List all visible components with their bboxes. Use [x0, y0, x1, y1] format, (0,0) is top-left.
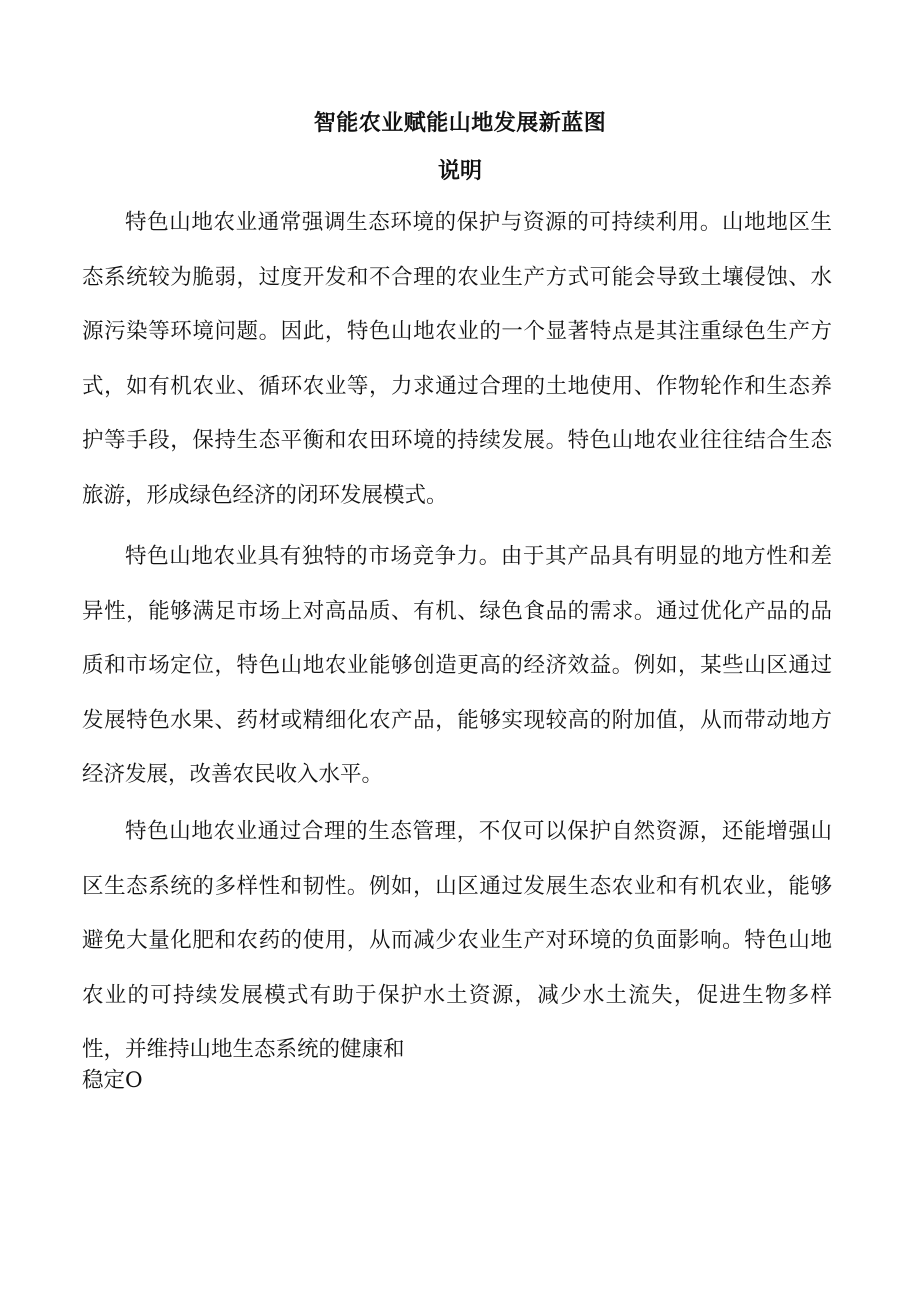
paragraph-1: 特色山地农业通常强调生态环境的保护与资源的可持续利用。山地地区生态系统较为脆弱，过度开发和不合理的农业生产方式可能会导致土壤侵蚀、水源污染等环境问题。因此，特色山地农业的一个显著特点是其注重绿色生产方式，如有机农业、循环农业等，力求通过合理的土地使用、作物轮作和生态养护等手段，保持生态平衡和农田环境的持续发展。特色山地农业往往结合生态旅游，形成绿色经济的闭环发展模式。 — [82, 210, 832, 508]
paragraph-2: 特色山地农业具有独特的市场竞争力。由于其产品具有明显的地方性和差异性，能够满足市场上对高品质、有机、绿色食品的需求。通过优化产品的品质和市场定位，特色山地农业能够创造更高的经济效益。例如，某些山区通过发展特色水果、药材或精细化农产品，能够实现较高的附加值，从而带动地方经济发展，改善农民收入水平。 — [82, 544, 832, 788]
document-title: 智能农业赋能山地发展新蓝图 — [313, 110, 607, 136]
trailing-line: 稳定O — [82, 1068, 143, 1093]
section-heading: 说明 — [437, 158, 482, 184]
paragraph-3: 特色山地农业通过合理的生态管理，不仅可以保护自然资源，还能增强山区生态系统的多样性和韧性。例如，山区通过发展生态农业和有机农业，能够避免大量化肥和农药的使用，从而减少农业生产对环境的负面影响。特色山地农业的可持续发展模式有助于保护水土资源，减少水土流失，促进生物多样性，并维持山地生态系统的健康和 — [82, 819, 832, 1063]
